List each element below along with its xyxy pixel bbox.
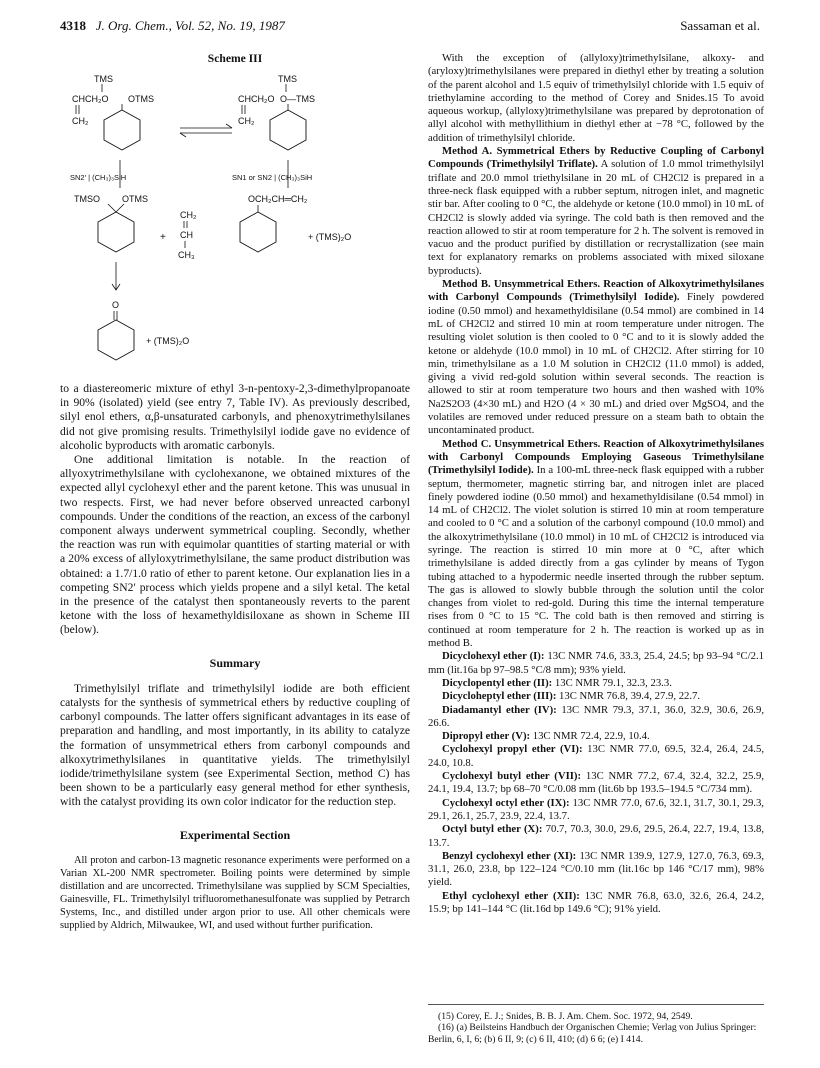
compound-entry <box>428 823 764 850</box>
cyclohexane-ring <box>270 110 306 150</box>
scheme-label: + (TMS)₂O <box>146 336 190 347</box>
compound-entry <box>428 797 764 824</box>
compound-data: 13C NMR 139.9, 127.9, 127.0, 76.3, 69.3, 31.1, 26.0, 23.8, bp 122–124 °C/0.10 mm (lit.16c bp 146 °C/17 mm), 98% yield. <box>428 849 764 889</box>
compound-entry <box>428 730 764 743</box>
reference-16: (16) (a) Beilsteins Handbuch der Organischen Chemie; Verlag von Julius Springer: Berlin, 6, I, 6; (b) 6 II, 9; (c) 6 II, 410; (d) 6 6; (e) I 414. <box>428 1022 757 1045</box>
scheme-label: CH₂ <box>72 116 89 127</box>
compound-name: Cyclohexyl propyl ether (VI): <box>442 743 583 756</box>
compound-data: 13C NMR 77.2, 67.4, 32.4, 32.2, 25.9, 24.1, 19.4, 13.7; bp 68–70 °C/0.08 mm (lit.6b bp 193.5–194.5 °C/734 mm). <box>428 770 764 796</box>
compound-entry <box>428 770 764 797</box>
method-heading: Method C. Unsymmetrical Ethers. Reaction of Alkoxytrimethylsilanes with Carbonyl Compounds Employing Gaseous Trimethylsilane (Trimethylsilyl Iodide). <box>428 437 764 477</box>
compound-name: Cyclohexyl butyl ether (VII): <box>442 770 582 783</box>
method-c <box>428 438 764 651</box>
scheme-title: Scheme III <box>207 52 263 65</box>
scheme-label: TMSO <box>74 194 100 205</box>
scheme-label: CH₂ <box>180 210 197 221</box>
body-paragraph: With the exception of (allyloxy)trimethylsilane, alkoxy- and (aryloxy)trimethylsilanes were prepared in diethyl ether by treating a solution of the parent alcohol and 1.5 equiv of trimethylsilyl chloride with 1.5 equiv of triethylamine according to the method of Corey and Snides.15 To avoid aqueous workup, (allyloxy)trimethylsilane was prepared by deprotonation of allyl alcohol with methyllithium in diethyl ether at −78 °C, followed by the addition of trimethylsilyl chloride. <box>428 52 764 144</box>
method-text: In a 100-mL three-neck flask equipped with a rubber septum, thermometer, magnetic stirring bar, and nitrogen inlet are placed finely powdered iodine (0.50 mmol) and hexamethyldisilane (0.54 mmol) in 14 mL of CH2Cl2. The violet solution is stirred 10 min at room temperature and cooled to 0 °C and a solution of the carbonyl compound (10.0 mmol) and the alkoxytrimethylsilane (10.0 mmol) in 10 mL of CH2Cl2 is introduced via syringe. The reaction is stirred 10 min more at 0 °C, after which trimethylsilane is added directly from a gas cylinder by means of Tygon tubing attached to a hypodermic needle inserted through the rubber septum. The gas is allowed to slowly bubble through the solution until the color changes from violet to red-gold. During this time the internal temperature rises from 0 °C to 15 °C. The cold bath is then removed and stirring is continued at room temperature for 2 h. The reaction is worked up as in method B. <box>428 464 764 650</box>
running-header <box>60 18 760 38</box>
compound-data: 13C NMR 79.3, 37.1, 36.0, 32.9, 30.6, 26.9, 26.6. <box>428 703 764 729</box>
cyclohexane-ring <box>98 320 134 360</box>
body-paragraph: to a diastereomeric mixture of ethyl 3-n-pentoxy-2,3-dimethylpropanoate in 90% (isolated) yield (see entry 7, Table IV). As previously described, silyl enol ethers, α,β-unsaturated carbonyls, and phenoxytrimethylsilanes did not give promising results. Trimethylsilyl iodide gave no evidence of alcoholic byproducts with aromatic carbonyls. <box>60 382 410 452</box>
compound-data: 13C NMR 72.4, 22.9, 10.4. <box>530 730 650 743</box>
scheme-label: OCH₂CH═CH₂ <box>248 194 308 205</box>
compound-entry <box>428 677 764 690</box>
cyclohexane-ring <box>104 110 140 150</box>
cyclohexane-ring <box>240 212 276 252</box>
method-a <box>428 145 764 278</box>
compound-name: Dicycloheptyl ether (III): <box>442 690 557 703</box>
compound-entry <box>428 850 764 890</box>
compound-entry <box>428 890 764 917</box>
pathway-label: SN1 or SN2 | (CH₃)₃SiH <box>232 173 313 183</box>
right-column <box>428 52 764 916</box>
method-text: A solution of 1.0 mmol trimethylsilyl triflate and 20.0 mmol triethylsilane in 20 mL of CH2Cl2 is prepared in a three-neck flask equipped with a rubber septum, nitrogen inlet, and magnetic stir bar. After cooling to 0 °C, the aldehyde or ketone (10.0 mmol) in 10 mL of CH2Cl2 is slowly added via syringe. The cold bath is then removed and the reaction allowed to stir at room temperature for 2 h. The solvent is removed in vacuo and the product purified by distillation or recrystallization (see main text for explanatory remarks on problems associated with mixed siloxane byproducts). <box>428 158 765 277</box>
compound-entry <box>428 743 764 770</box>
compound-name: Dicyclopentyl ether (II): <box>442 676 553 689</box>
section-heading-summary: Summary <box>209 655 261 670</box>
method-b <box>428 278 764 438</box>
scheme-label: + (TMS)₂O <box>308 232 352 243</box>
scheme-label: CH₂ <box>238 116 255 127</box>
scheme-drawing <box>60 68 410 380</box>
reference-15: (15) Corey, E. J.; Snides, B. B. J. Am. Chem. Soc. 1972, 94, 2549. <box>438 1011 693 1022</box>
plus-sign: + <box>160 232 166 244</box>
compound-name: Ethyl cyclohexyl ether (XII): <box>442 889 580 902</box>
body-paragraph: One additional limitation is notable. In the reaction of allyoxytrimethylsilane with cyclohexanone, we obtained mixtures of the expected allyl cyclohexyl ether and the parent ketone. This was unusual in two respects. First, we had never before observed unreacted carbonyl compounds. Under the conditions of the reaction, an excess of the carbonyl component always underwent symmetrical coupling. Secondly, whether the reaction was run with equimolar quantities of starting material or with a 20% excess of allyloxytrimethylsilane, the same product distribution was obtained: a 1.7/1.0 ratio of ether to parent ketone. Our explanation lies in a competing SN2′ process which yields propene and a silyl ketal. The ketal in the presence of the catalyst then spontaneously reverts to the parent ketone with the loss of hexamethyldisiloxane as shown in Scheme III (below). <box>60 453 410 637</box>
compound-name: Diadamantyl ether (IV): <box>442 703 557 716</box>
compound-data: 13C NMR 77.0, 67.6, 32.1, 31.7, 30.1, 29.3, 29.1, 26.1, 25.7, 23.9, 22.4, 13.7. <box>428 796 764 822</box>
compound-data: 13C NMR 76.8, 39.4, 27.9, 22.7. <box>556 690 701 703</box>
scheme-label: CHCH₂O <box>72 94 109 105</box>
compound-list <box>428 650 764 916</box>
scheme-label: TMS <box>278 74 297 85</box>
method-heading: Method A. Symmetrical Ethers by Reductive Coupling of Carbonyl Compounds (Trimethylsilyl Triflate). <box>428 145 764 171</box>
compound-name: Benzyl cyclohexyl ether (XI): <box>442 849 577 862</box>
compound-entry <box>428 704 764 731</box>
compound-entry <box>428 650 764 677</box>
cyclohexane-ring <box>98 212 134 252</box>
method-text: Finely powdered iodine (0.50 mmol) and hexamethyldisilane (0.54 mmol) are combined in 14 mL of CH2Cl2 and stirred 10 min at room temperature under nitrogen. The resulting violet solution is then cooled to 0 °C and to it is slowly added the ketone or aldehyde (10.0 mmol) in 10 mL of CH2Cl2. After stirring for 10 min, trimethylsilane as a 1.0 M solution in CH2Cl2 (11.0 mmol) is added, giving a vivid red-gold solution within several seconds. The reaction is allowed to stir at room temperature two hours and then washed with 10% Na2S2O3 (4×30 mL) and H2O (4 × 30 mL) and dried over MgSO4, and the volatiles are removed under reduced pressure on a steam bath to obtain the uncontaminated product. <box>428 291 764 437</box>
scheme-iii <box>60 52 410 382</box>
compound-data: 13C NMR 79.1, 32.3, 23.3. <box>552 676 672 689</box>
footnotes <box>428 1004 764 1045</box>
scheme-label: O—TMS <box>280 94 315 105</box>
compound-name: Cyclohexyl octyl ether (IX): <box>442 796 570 809</box>
compound-data: 70.7, 70.3, 30.0, 29.6, 29.5, 26.4, 22.7, 19.4, 13.8, 13.7. <box>428 823 764 849</box>
compound-name: Octyl butyl ether (X): <box>442 823 543 836</box>
scheme-label: CHCH₂O <box>238 94 275 105</box>
scheme-label: CH₃ <box>178 250 195 261</box>
scheme-label: OTMS <box>128 94 154 105</box>
summary-paragraph: Trimethylsilyl triflate and trimethylsilyl iodide are both efficient catalysts for the synthesis of symmetrical ethers by reductive coupling of carbonyl compounds. The latter offers significant advantages in its ease of preparation and handling, and most importantly, in its ability to catalyze the formation of unsymmetrical ethers from carbonyl compounds and alkoxytrimethylsilanes in quantitative yields. The trimethylsilyl iodide/trimethylsilane system (see Experimental Section, method C) has been shown to be a particularly easy general method for ether synthesis, with the catalyst providing its own color indicator for the reduction step. <box>60 681 410 809</box>
compound-name: Dicyclohexyl ether (I): <box>442 650 545 663</box>
method-heading: Method B. Unsymmetrical Ethers. Reaction of Alkoxytrimethylsilanes with Carbonyl Compounds (Trimethylsilyl Iodide). <box>428 278 764 304</box>
scheme-label: O <box>112 300 120 311</box>
scheme-label: TMS <box>94 74 113 85</box>
scheme-label: CH <box>180 230 193 241</box>
compound-data: 13C NMR 76.8, 63.0, 32.6, 26.4, 24.2, 15.9; bp 141–144 °C (lit.16d bp 149.6 °C); 91% yield. <box>428 889 765 915</box>
left-column <box>60 52 410 932</box>
compound-data: 13C NMR 77.0, 69.5, 32.4, 26.4, 24.5, 24.0, 10.8. <box>428 743 764 769</box>
page-number: 4318 <box>60 18 86 33</box>
compound-data: 13C NMR 74.6, 33.3, 25.4, 24.5; bp 93–94 °C/2.1 mm (lit.16a bp 97–98.5 °C/8 mm); 93% yield. <box>428 650 764 676</box>
compound-entry <box>428 690 764 703</box>
scheme-label: OTMS <box>122 194 148 205</box>
compound-name: Dipropyl ether (V): <box>442 730 531 743</box>
experimental-paragraph: All proton and carbon-13 magnetic resonance experiments were performed on a Varian XL-200 NMR spectrometer. Boiling points were determined by simple distillation and are uncorrected. Trimethylsilane was supplied by SCM Specialties, Gainesville, FL. Trimethylsilyl trifluoromethanesulfonate was supplied by Petrarch Systems, Inc., and distilled under argon prior to use. All other chemicals were supplied by Aldrich, Milwaukee, WI, and used without further purification. <box>60 854 410 931</box>
section-heading-experimental: Experimental Section <box>179 827 291 842</box>
journal-citation: J. Org. Chem., Vol. 52, No. 19, 1987 <box>95 18 285 33</box>
authors: Sassaman et al. <box>680 18 760 33</box>
pathway-label: SN2′ | (CH₃)₃SiH <box>70 173 127 183</box>
